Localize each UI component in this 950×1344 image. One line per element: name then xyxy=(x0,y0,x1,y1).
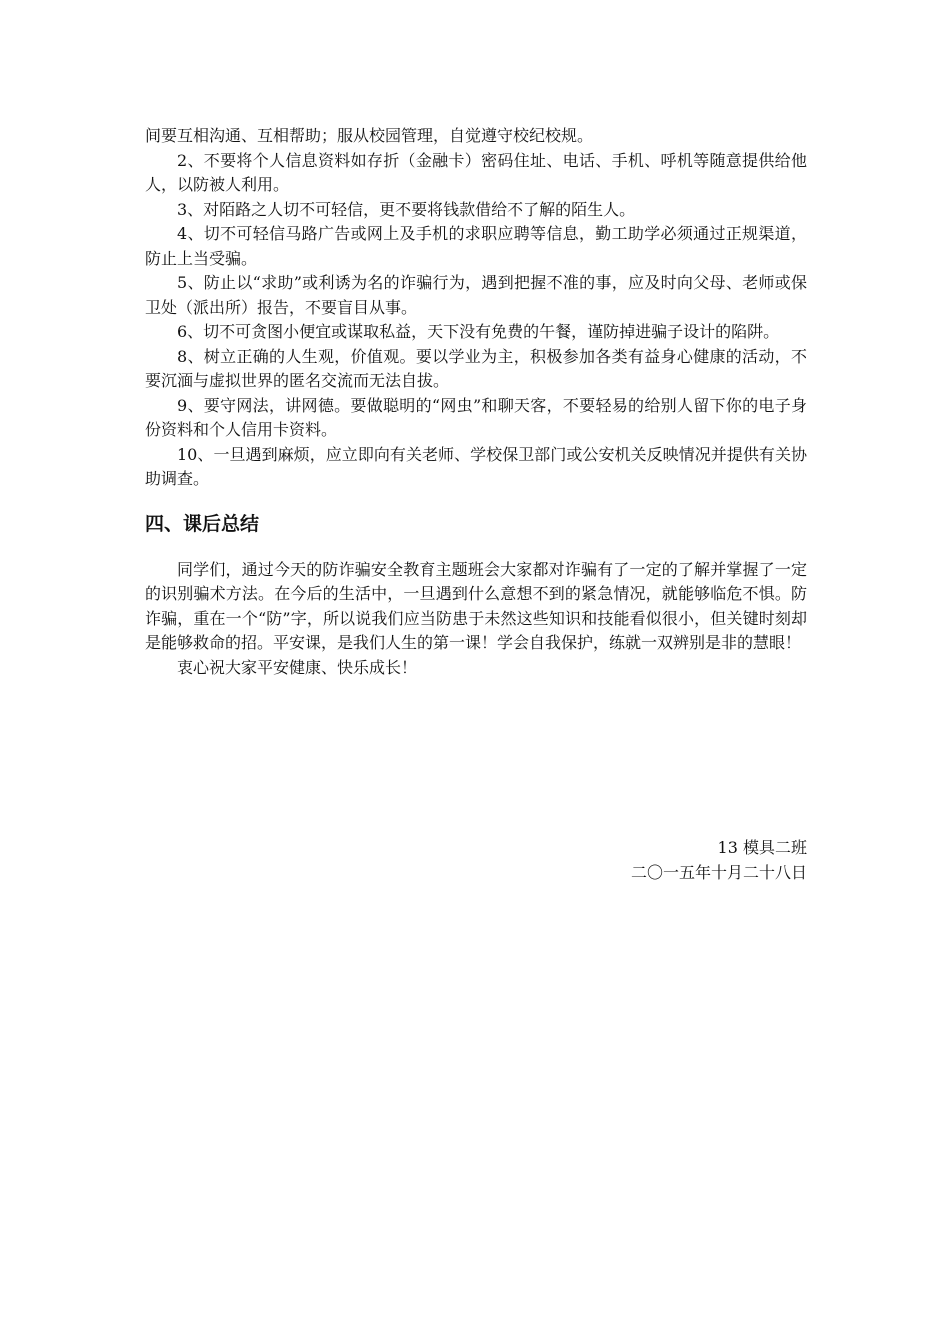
continuation-paragraph: 间要互相沟通、互相帮助；服从校园管理，自觉遵守校纪校规。 xyxy=(145,126,594,145)
document-body xyxy=(145,124,807,680)
list-item: 2、不要将个人信息资料如存折（金融卡）密码住址、电话、手机、呼机等随意提供给他人，以防被人利用。 xyxy=(145,150,807,194)
closing-paragraph: 衷心祝大家平安健康、快乐成长！ xyxy=(177,657,418,677)
list-item: 8、树立正确的人生观，价值观。要以学业为主，积极参加各类有益身心健康的活动，不要沉湎与虚拟世界的匿名交流而无法自拔。 xyxy=(145,346,807,390)
signature-block xyxy=(631,836,807,885)
section-heading: 四、课后总结 xyxy=(145,512,260,535)
list-item: 6、切不可贪图小便宜或谋取私益，天下没有免费的午餐，谨防掉进骗子设计的陷阱。 xyxy=(177,322,780,341)
list-item: 4、切不可轻信马路广告或网上及手机的求职应聘等信息，勤工助学必须通过正规渠道，防止上当受骗。 xyxy=(145,224,807,268)
summary-paragraph: 同学们，通过今天的防诈骗安全教育主题班会大家都对诈骗有了一定的了解并掌握了一定的识别骗术方法。在今后的生活中，一旦遇到什么意想不到的紧急情况，就能够临危不惧。防诈骗，重在一个“防”字，所以说我们应当防患于未然这些知识和技能看似很小，但关键时刻却是能够救命的招。平安课，是我们人生的第一课！学会自我保护，练就一双辨别是非的慧眼！ xyxy=(145,559,807,652)
list-item: 3、对陌路之人切不可轻信，更不要将钱款借给不了解的陌生人。 xyxy=(177,199,636,219)
list-item: 5、防止以“求助”或利诱为名的诈骗行为，遇到把握不准的事，应及时向父母、老师或保卫处（派出所）报告，不要盲目从事。 xyxy=(145,273,807,317)
list-item: 9、要守网法，讲网德。要做聪明的“网虫”和聊天客，不要轻易的给别人留下你的电子身份资料和个人信用卡资料。 xyxy=(145,395,807,439)
list-item: 10、一旦遇到麻烦，应立即向有关老师、学校保卫部门或公安机关反映情况并提供有关协助调查。 xyxy=(145,444,807,488)
signature-class-name: 13 模具二班 xyxy=(717,838,807,857)
signature-date: 二〇一五年十月二十八日 xyxy=(630,862,807,882)
